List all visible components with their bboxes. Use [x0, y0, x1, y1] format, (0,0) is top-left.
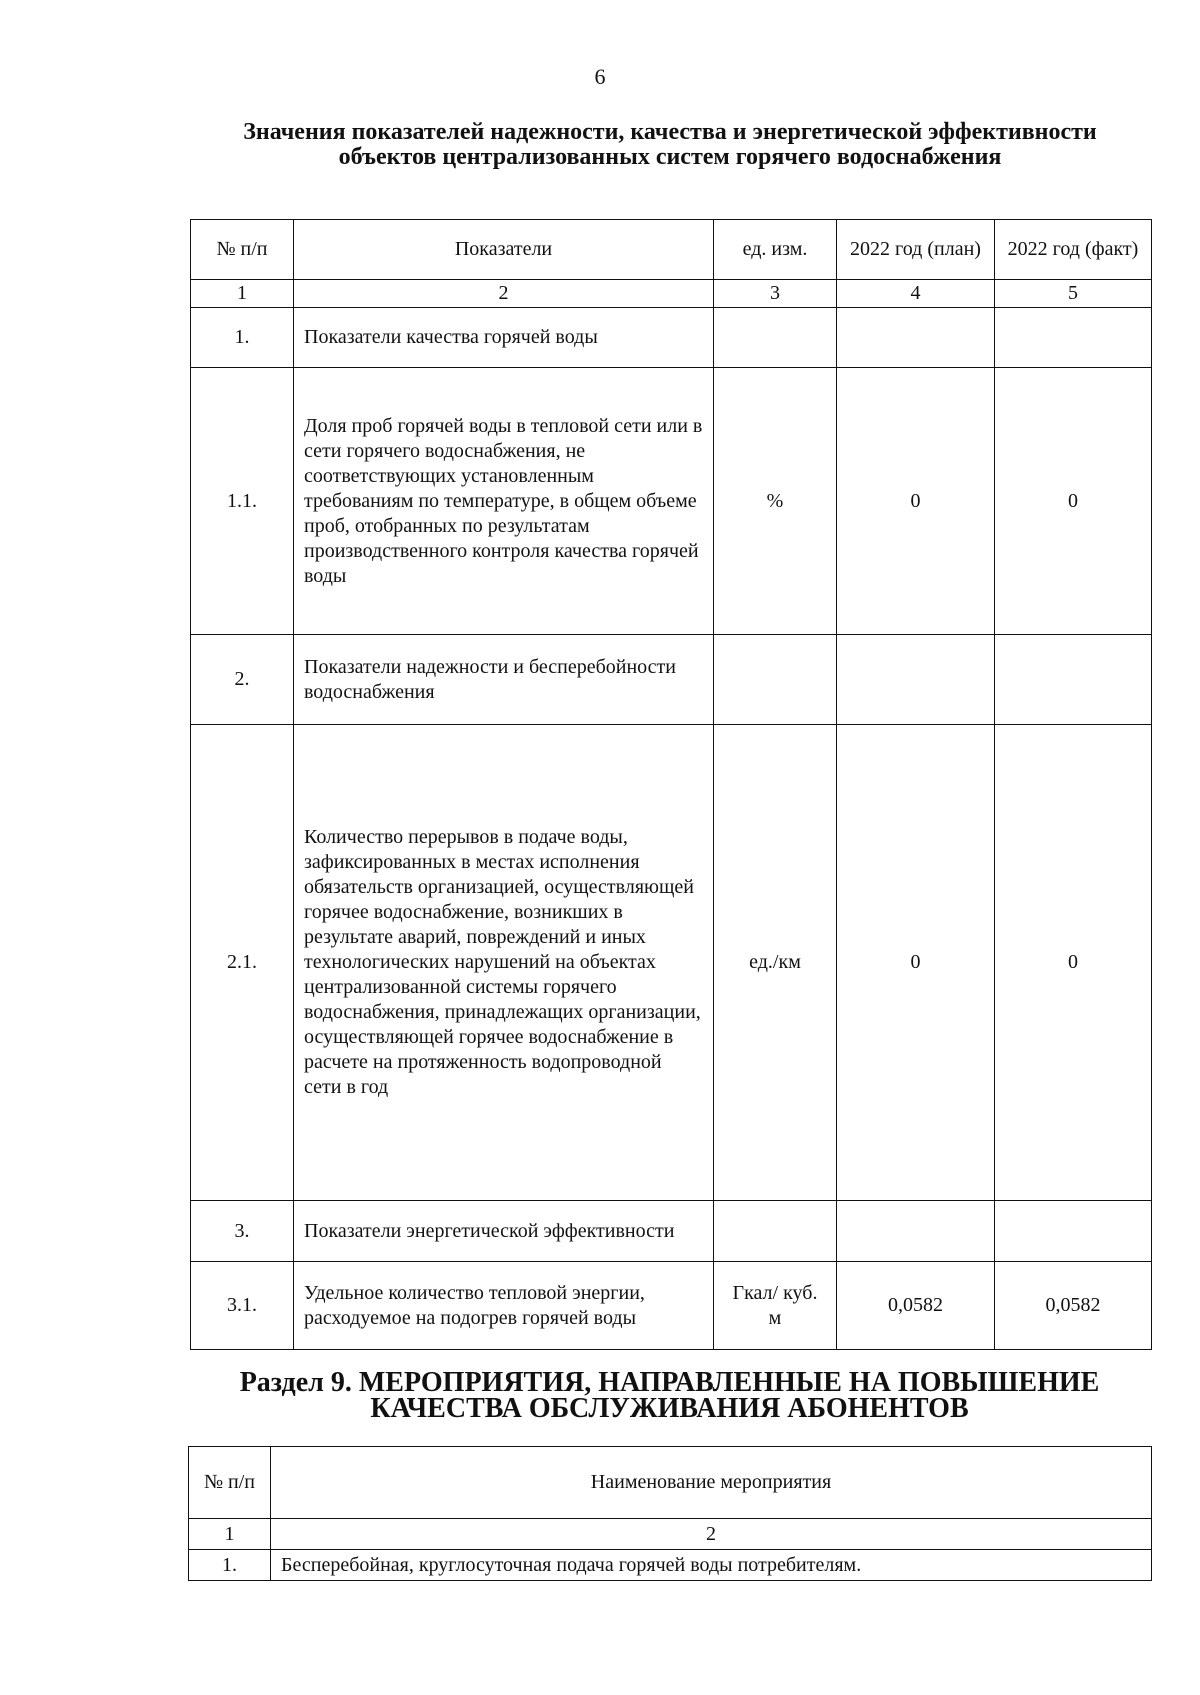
row-number: 1. — [189, 1550, 271, 1581]
column-number: 4 — [837, 280, 995, 308]
row-unit: Гкал/ куб. м — [714, 1262, 837, 1350]
row-number: 3.1. — [191, 1262, 294, 1350]
row-plan — [837, 308, 995, 368]
column-number: 2 — [294, 280, 714, 308]
table-row — [191, 1201, 1152, 1262]
row-plan: 0 — [837, 368, 995, 635]
row-number: 1. — [191, 308, 294, 368]
row-indicator: Показатели энергетической эффективности — [294, 1201, 714, 1262]
table-header-row — [191, 220, 1152, 280]
header-unit: ед. изм. — [714, 220, 837, 280]
page-number: 6 — [594, 64, 606, 89]
header-measure: Наименование мероприятия — [271, 1447, 1152, 1519]
row-number: 3. — [191, 1201, 294, 1262]
row-number: 2. — [191, 635, 294, 725]
row-plan — [837, 635, 995, 725]
header-number: № п/п — [191, 220, 294, 280]
section-title: Раздел 9. МЕРОПРИЯТИЯ, НАПРАВЛЕННЫЕ НА ПОВЫШЕНИЕ КАЧЕСТВА ОБСЛУЖИВАНИЯ АБОНЕНТОВ — [239, 1367, 1100, 1424]
header-number: № п/п — [189, 1447, 271, 1519]
table-row — [189, 1550, 1152, 1581]
row-indicator: Удельное количество тепловой энергии, расходуемое на подогрев горячей воды — [294, 1262, 714, 1350]
document-title: Значения показателей надежности, качества и энергетической эффективности объектов централизованных систем горячего водоснабжения — [243, 119, 1097, 170]
column-number-row — [191, 280, 1152, 308]
row-unit — [714, 1201, 837, 1262]
row-measure: Бесперебойная, круглосуточная подача горячей воды потребителям. — [271, 1550, 1152, 1581]
row-indicator: Показатели качества горячей воды — [294, 308, 714, 368]
row-fact — [995, 1201, 1152, 1262]
row-number: 1.1. — [191, 368, 294, 635]
header-indicator: Показатели — [294, 220, 714, 280]
row-indicator: Доля проб горячей воды в тепловой сети или в сети горячего водоснабжения, не соответствующих установленным требованиям по температуре, в общем объеме проб, отобранных по результатам производственного контроля качества горячей воды — [294, 368, 714, 635]
row-plan: 0,0582 — [837, 1262, 995, 1350]
column-number: 5 — [995, 280, 1152, 308]
column-number: 1 — [189, 1519, 271, 1550]
row-indicator: Показатели надежности и бесперебойности водоснабжения — [294, 635, 714, 725]
row-fact: 0 — [995, 368, 1152, 635]
table-row — [191, 725, 1152, 1201]
row-indicator: Количество перерывов в подаче воды, зафиксированных в местах исполнения обязательств организацией, осуществляющей горячее водоснабжение, возникших в результате аварий, повреждений и иных технологических нарушений на объектах централизованной системы горячего водоснабжения, принадлежащих организации, осуществляющей горячее водоснабжение в расчете на протяженность водопроводной сети в год — [294, 725, 714, 1201]
row-fact — [995, 635, 1152, 725]
row-plan: 0 — [837, 725, 995, 1201]
header-fact: 2022 год (факт) — [995, 220, 1152, 280]
table-row — [191, 308, 1152, 368]
row-unit: ед./км — [714, 725, 837, 1201]
row-fact — [995, 308, 1152, 368]
row-unit — [714, 308, 837, 368]
measures-table — [188, 1446, 1152, 1581]
table-row — [191, 635, 1152, 725]
header-plan: 2022 год (план) — [837, 220, 995, 280]
table-row — [191, 1262, 1152, 1350]
row-fact: 0,0582 — [995, 1262, 1152, 1350]
table-header-row — [189, 1447, 1152, 1519]
row-number: 2.1. — [191, 725, 294, 1201]
column-number: 1 — [191, 280, 294, 308]
column-number: 2 — [271, 1519, 1152, 1550]
table-row — [191, 368, 1152, 635]
row-unit — [714, 635, 837, 725]
row-unit: % — [714, 368, 837, 635]
row-fact: 0 — [995, 725, 1152, 1201]
indicators-table — [190, 219, 1152, 1350]
column-number: 3 — [714, 280, 837, 308]
column-number-row — [189, 1519, 1152, 1550]
row-plan — [837, 1201, 995, 1262]
